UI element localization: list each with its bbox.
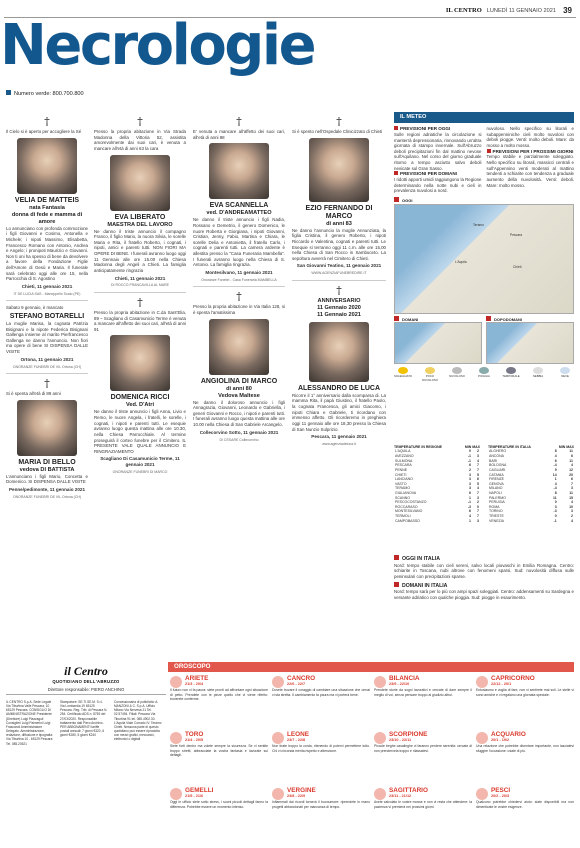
temperature-city: SULMONA [395, 458, 413, 463]
obit-name: EVA LIBERATO [114, 213, 166, 221]
temperature-city: SCANNO [395, 495, 410, 500]
temperature-max: 20 [569, 472, 573, 477]
zodiac-icon [170, 732, 182, 744]
cross-icon: † [44, 115, 50, 128]
obit-intro: ANNIVERSARIO [317, 297, 361, 304]
temperature-min: 14 [552, 472, 557, 477]
temperature-min: -1 [467, 454, 471, 459]
temperature-min: 6 [469, 509, 471, 514]
temperature-min: 0 [554, 514, 557, 518]
weather-map-dayafter [486, 322, 574, 364]
temperature-max: 3 [571, 486, 573, 491]
temperature-min: 0 [469, 449, 471, 454]
temperature-min: 4 [469, 514, 471, 518]
obit-name: ALESSANDRO DE LUCA [297, 384, 381, 392]
temperature-max: 11 [569, 490, 573, 495]
obit-column-3 [193, 114, 285, 444]
horoscope-sign [374, 788, 472, 809]
temperature-city: GENOVA [489, 481, 504, 486]
temperature-max: 5 [477, 472, 479, 477]
sign-text: Oggi in ufficio siete sotto stress, i suoni piccoli dettagli fanno la differenza. Potrebbe essere un momento intenso. [170, 800, 268, 809]
temperature-max: 4 [571, 500, 573, 505]
temperature-max: 10 [569, 504, 573, 509]
sign-name: GEMELLI [185, 787, 214, 794]
sign-name: SAGITTARIO [389, 787, 428, 794]
temperature-city: ROMA [489, 504, 500, 509]
obit-location: San Giovanni Teatino, 11 gennaio 2021 [296, 263, 382, 269]
obit-intro: Presso la propria abitazione in C.da Sant'Elia, 89 – Scagliano di Casamunicio Terme è venuta a mancare all'affetto dei suoi cari, all'età di anni 91 [94, 309, 186, 332]
obit-location: Ortona, 11 gennaio 2021 [20, 356, 74, 362]
temperature-city: MONTESILVANO [395, 509, 423, 514]
sign-text: Avete calcolato le vostre mosse e non vi resta che attendere: la pazienza vi premierà nei prossimi giorni. [374, 800, 472, 809]
temperature-min: 4 [554, 454, 557, 459]
temperature-max: 12 [569, 467, 573, 472]
sign-text: Qualcuno potrebbe chiedervi aiuto: siate disponibili ma non dimenticate le vostre esigenze. [476, 800, 574, 809]
obit-name: VELIA DE MATTEIS [14, 196, 80, 204]
obit-body: L'annunciano i figli Mario, Concetta e Domenico. SI DISPENSA DALLE VISITE [6, 473, 88, 485]
temperature-max: 2 [477, 449, 479, 454]
temperature-min: -1 [467, 458, 471, 463]
obit-funeral-home: www.agenziadeluca.it [322, 442, 356, 447]
obit-name: EVA SCANNELLA [209, 202, 269, 210]
obit-intro: Presso la propria abitazione in Via Italia 128, si è spenta l'amatissima [193, 304, 285, 315]
sign-text: Prendete storie da sogni lavorativi e cercate di dare sempre il meglio di voi, senza pensare troppo al giudizio altrui. [374, 688, 472, 697]
temperature-max: 2 [477, 500, 479, 505]
temperature-min: -1 [467, 500, 471, 505]
obit-intro: Presso la propria abitazione in Via Strada Madonna della Vittoria 52, assistita amorevolmente dai suoi cari, è venuta a mancare all'età di anni 63 la cara [94, 129, 186, 151]
colophon: il Centro QUOTIDIANO DELL'ABRUZZO Direttore responsabile: PIERO ANCHINO IL CENTRO S.p.A. Sede Legale Via Tiburtina Valle Pescara, 10 65129 Pescara. CONSIGLIO DI AMMINISTRAZIONE Presidente (Direttore) Luigi Piazzaguil Consiglieri Luigi Palmerini Luigi Frascaroli Amministratore Delegato. Amministrazione, redazione, diffusione e tipografia: Via Tiburtina 10 - 65129 Pescara Tel. 085.20521 Stampatore: SE.TI.SE.M. S.r.l. Via Lombardia 19 65125 Pescara. Reg. Trib. di Pescara N. 254. Certificato ADS n. 8759 del 27/03/2020. Responsabile trattamento dati Piero Anchino. PER ABBONAMENTI tariffe postali annuali: 7 giorni €320, 6 giorni €280, 5 giorni €240 Concessionaria di pubblicità: A. MANZONI & C. S.p.A. Ufficio Milano Via Nervesa 21 Tel. 02.57494. Filiali: Pescara Via Tiburtina 91 tel. 085.4902.30. L'Aquila Viale Corrado IV. Teramo Chieti. Nessuna parte di questo quotidiano può essere riprodotta con mezzi grafici, meccanici, elettronici o digitali [6, 662, 166, 840]
obit-photo [110, 335, 170, 391]
obit-location: Pescara, 11 gennaio 2021 [311, 434, 367, 440]
zodiac-icon [374, 676, 386, 688]
obit-photo [17, 138, 77, 194]
sign-dates: 20/2 - 20/3 [491, 794, 510, 799]
horoscope-sign [476, 732, 574, 753]
obit-funeral-home: IT DE LUCIA SAS - Manoppello Scalo (PE) [13, 291, 81, 296]
horoscope-sign [272, 788, 370, 809]
zodiac-icon [374, 732, 386, 744]
temperature-max: 7 [477, 514, 479, 518]
temperature-city: CAGLIARI [489, 467, 506, 472]
temperature-max: 15 [569, 495, 573, 500]
temperature-max: 5 [477, 481, 479, 486]
obit-funeral-home: ONORANZE FUNEBRI DE VIL Ortona (CH) [12, 364, 82, 369]
temperature-min: -4 [553, 486, 557, 491]
temperature-table-italy [488, 449, 574, 523]
temperature-min: 8 [554, 449, 557, 454]
obit-column-1 [6, 114, 88, 501]
temperature-city: PESCARA [395, 463, 412, 468]
sign-name: CANCRO [287, 675, 316, 682]
temperature-city: L'AQUILA [395, 449, 411, 454]
temperature-min: 9 [554, 467, 557, 472]
italy-forecast: OGGI IN ITALIA Nord: tempo stabile con cieli sereni, salvo locali piovaschi in Emilia Romagna. Centro: schiarite in Toscana, nubi altrove con fenomeni sparsi. Sud: nuvolosità diffusa sulle peninsulari con precipitazioni sparse. DOMANI IN ITALIA Nord: tempo sarà per lo più con ampi spazi soleggiati. Centro: addensamenti su Sardegna e versante adriatico con qualche pioggia. Sud: piogge in esaurimento. [394, 556, 574, 600]
temperature-min: 4 [554, 481, 557, 486]
obit-name: MARIA DI BELLO [18, 458, 76, 466]
temperature-city: GIULIANOVA [395, 490, 417, 495]
obit-name: ANGIOLINA DI MARCO [200, 377, 278, 385]
temperature-city: AVEZZANO [395, 454, 414, 459]
sign-name: SCORPIONE [389, 731, 428, 738]
temperature-max: 3 [477, 454, 479, 459]
temperature-min: 8 [554, 490, 557, 495]
obit-funeral-home: ONORANZE FUNEBRI DI MARCO [112, 470, 168, 475]
obit-intro: Il Cielo si è aperto per accogliere la Sé [6, 129, 82, 134]
sign-dates: 23/11 - 21/12 [389, 794, 412, 799]
temperature-max: 4 [477, 458, 479, 463]
sign-text: Una relazione che potrebbe diventare importante, non lasciatevi sfuggire l'occasione: osate di più. [476, 744, 574, 753]
obit-photo [309, 322, 369, 382]
temperature-table-region [394, 449, 480, 523]
weather-section [394, 112, 574, 442]
sign-text: Dovete trovare il coraggio di cambiare una situazione che ormai vi sta stretta. Il cambiamento fa paura ma vi porterà bene. [272, 688, 370, 697]
obit-photo [17, 400, 77, 456]
temperature-min: 3 [469, 481, 471, 486]
horoscope-header: OROSCOPO [168, 662, 574, 672]
sign-dates: 22/6 - 22/7 [287, 682, 306, 687]
temperature-max: 2 [571, 514, 573, 518]
cross-icon: † [336, 115, 342, 128]
obit-funeral-home: ONORANZE FUNEBRI DE VIL Ortona (CH) [12, 494, 82, 499]
obit-intro: Si è spento nell'Ospedale Clinicizzato di Chieti [292, 129, 383, 134]
temperature-city: VENEZIA [489, 518, 504, 523]
obit-body: Ne danno il triste annuncio i figli Nadia, Rossano e Demetrio, il genero Domenico, le nuore Roberta e Giorgiana, i nipoti Giovanni, Cristian, Jenny, Fabio, Martina e Chiara, le sorelle Delia e Antonietta, il fratello Carlo, i cognati e parenti tutti. La camera ardente è allestita presso la "Casa Funeraria Mambella". I funerali avranno luogo nella Chiesa di S. Antonio. La famiglia ringrazia. [193, 217, 285, 268]
temperature-city: PENNE [395, 467, 408, 472]
temperature-max: 6 [571, 477, 573, 482]
temperature-max: 3 [477, 518, 479, 523]
temperature-max: 11 [569, 458, 573, 463]
weather-text-left: PREVISIONI PER OGGI Sulle regioni adriatiche la circolazione si manterrà depressionaria, rinnovando un'altra giornata di stampo invernale. Sull'Abruzzo deboli precipitazioni fin dal mattino nevose sull'Aquilano. Nel corso del giorno graduale ritorno a tempo asciutto salvo deboli nevicate sul Gran Sasso. PREVISIONI PER DOMANI I ridotti apporti umidi raggiungono la Regione determinando nella notte nubi e cieli in prevalenza nuvolosi a nord. [394, 126, 482, 194]
temperature-city: ALGHERO [489, 449, 507, 454]
horoscope-sign [170, 732, 268, 758]
temperature-city: ROCCARASO [395, 504, 418, 509]
sign-text: Il futuro non vi fa paura: siete pronti ad affrontare ogni situazione di petto. Prendete con le pinze quello che vi viene riferito: troverete conferme. [170, 688, 268, 702]
sign-dates: 20/1 - 19/2 [491, 738, 510, 743]
obit-sub2: Vedova Maltese [218, 392, 260, 399]
sign-dates: 22/12 - 20/1 [491, 682, 512, 687]
temperature-max: 4 [477, 486, 479, 491]
temperature-city: BOLOGNA [489, 463, 507, 468]
obit-sub: Ved. D'Atri [125, 402, 155, 409]
obit-sub: nata Fantasia [29, 204, 65, 211]
sign-text: Siete forti dentro ma volete sempre la sicurezza. Se vi sentite troppo stretti, abbracciate la vostra fantasia e lavorate sui dettagli. [170, 744, 268, 758]
temperature-city: TERAMO [395, 486, 410, 491]
temperature-min: -4 [553, 463, 557, 468]
obit-intro: Sabato 9 gennaio, è mancato [6, 305, 64, 311]
sign-name: CAPRICORNO [491, 675, 535, 682]
temperature-city: MILANO [489, 486, 503, 491]
temperature-tables: TEMPERATURE IN REGIONE MIN MAX L'AQUILA 0 2 AVEZZANO -1 3 SULMONA -1 4 PESCARA 6 7 PENNE 2 7 CHIETI 3 5 LANCIANO 3 6 VASTO 3 5 TERAMO 3 4 GIULIANOVA 6 7 SCANNO 1 3 PESCOCOSTANZO -1 2 ROCCARASO -3 0 MONTESILVANO 6 7 TERMOLI 4 7 CAMPOBASSO 1 3 TEMPERATURE IN ITALIA MIN MAX ALGHERO 8 11 ANCONA 4 6 BARI 6 11 BOLOGNA -4 4 CAGLIARI 9 12 CATANIA 14 20 FIRENZE 1 6 GENOVA 4 7 MILANO -4 3 NAPOLI 8 11 PALERMO 11 15 PERUGIA 0 4 ROMA 3 10 TORINO -3 3 TRIESTE 0 2 VENEZIA -1 4 [394, 445, 574, 523]
temperature-row [488, 519, 574, 524]
obit-photo [309, 138, 369, 202]
green-number: Numero verde: 800.700.800 [6, 90, 84, 98]
cross-icon: † [236, 290, 242, 304]
obit-name: EZIO FERNANDO DI MARCO [305, 204, 373, 220]
temperature-min: 1 [554, 477, 557, 482]
sign-name: ACQUARIO [491, 731, 526, 738]
horoscope-sign [272, 676, 370, 697]
temperature-max: 7 [477, 490, 479, 495]
sign-dates: 21/5 - 21/6 [185, 794, 204, 799]
temperature-min: -3 [553, 509, 557, 514]
temperature-max: 3 [477, 495, 479, 500]
obit-funeral-home: DI ROCCO FRANCAVILLA AL MARE [111, 283, 169, 288]
temperature-city: PESCOCOSTANZO [395, 500, 427, 505]
map-label-domani: DOMANI [394, 316, 482, 322]
obit-sub: di anni 80 [226, 385, 252, 392]
obit-column-2 [94, 114, 186, 477]
temperature-max: 7 [477, 463, 479, 468]
obit-funeral-home: WWW.AGENZIAFUNEBREDIRE.IT [311, 271, 367, 276]
temperature-min: 1 [469, 518, 471, 523]
obit-sub: MAESTRA DEL LAVORO [107, 221, 173, 228]
temperature-city: BARI [489, 458, 498, 463]
temperature-max: 6 [571, 454, 573, 459]
zodiac-icon [374, 788, 386, 800]
zodiac-icon [170, 676, 182, 688]
temperature-min: 6 [469, 463, 471, 468]
temperature-max: 4 [571, 518, 573, 523]
obit-column-4 [292, 114, 386, 449]
sign-dates: 21/3 - 20/4 [185, 682, 204, 687]
temperature-min: 3 [554, 504, 557, 509]
temperature-city: CAMPOBASSO [395, 518, 420, 523]
obit-sub: ved. D'ANDREAMATTEO [206, 210, 272, 217]
temperature-city: PERUGIA [489, 500, 505, 505]
obit-location: Penne/pedimonte, 11 gennaio 2021 [8, 486, 86, 492]
temperature-city: TORINO [489, 509, 503, 514]
cross-icon: † [137, 295, 143, 309]
temperature-min: 3 [469, 472, 471, 477]
zodiac-icon [170, 788, 182, 800]
temperature-city: VASTO [395, 481, 407, 486]
temperature-city: ANCONA [489, 454, 504, 459]
obit-body: Ne danno il triste annuncio il compagno Franco, il figlio Mario, la nuora Silvia, le sorelle Maria e Rita, il fratello Roberto, i cognati, i nipoti, amici e parenti tutti. NON FIORI MA OPERE DI BENE. I funerali avranno luogo oggi 11 Gennaio alle ore 15.00 nella Chiesa Madonna degli Angeli a Chieti. La famiglia anticipatamente ringrazia [94, 228, 187, 273]
obit-name: STEFANO BOTARELLI [9, 312, 85, 320]
horoscope-sign [170, 788, 268, 809]
temperature-city: FIRENZE [489, 477, 504, 482]
obit-body: Ne danno il doloroso annuncio i figli Annagrazia, Giovanni, Leonardo e Gabriella, i generi Giovanni e Rocco, i nipoti e parenti tutti. I funerali avranno luogo questa mattina alle ore 10.00 nella Chiesa di San Gabriele Arcangelo. [193, 399, 285, 428]
sign-dates: 23/9 - 22/10 [389, 682, 410, 687]
sign-dates: 23/7 - 22/8 [287, 738, 306, 743]
cross-icon: † [137, 115, 143, 128]
obit-location: Chieti, 11 gennaio 2021 [114, 275, 166, 281]
obit-location: Chieti, 11 gennaio 2021 [21, 283, 73, 289]
obit-body: Ne danno il triste annuncio i figli Anna, Livio e Remo, le nuore Angela, i fratelli, le sorelle, i cognati, i nipoti e parenti tutti. Le esequie avranno luogo questa mattina alle ore 10.30, nella Chiesa Parrocchiale. Al termine proseguirà il corteo funebre per il Cimitero. IL PRESENTE VALE QUALE ANNUNCIO E RINGRAZIAMENTO [94, 409, 186, 454]
sign-name: PESCI [491, 787, 511, 794]
weather-header: IL METEO [394, 112, 574, 123]
horoscope-sign [476, 676, 574, 697]
cross-icon: † [236, 115, 242, 128]
obit-body: La moglie Marisa, la cognata Patrizia Bisignani e la nipote Federica Bisignani Gallenga insieme al marito Pierfrancesco Gallenga ne danno l'annuncio. Non fiori ma opere di bene SI DISPENSA DALLE VISITE [6, 320, 88, 355]
obit-body: Lo annunciano con profonda commozione i figli Giovanni e Cosimo, Antonella e Michele; i nipoti Massimo, Elisabetta, Francesco Romano con Antonio, Andrea e Angelo; i pronipoti Maurizio e Giovanni. Non ti oni ha spesso di bene da devolvere a favore della Fondazione Figlie dell'Amore di Gesù e Maria. Il funerale sarà celebrato oggi alle ore 15, nella Parrocchia di S. Agostino [6, 225, 88, 282]
obit-location: Montesilvano, 11 gennaio 2021 [205, 269, 273, 275]
obit-photo [209, 319, 269, 375]
temperature-min: 6 [469, 490, 471, 495]
temperature-max: 6 [477, 477, 479, 482]
sign-name: TORO [185, 731, 204, 738]
obit-sub: vedova DI BATTISTA [19, 466, 75, 473]
horoscope-sign [272, 732, 370, 753]
temperature-city: PALERMO [489, 495, 506, 500]
temperature-min: -1 [553, 518, 557, 523]
edition-info: IL CENTRO LUNEDÌ 11 GENNAIO 2021 [445, 7, 556, 14]
sign-dates: 21/4 - 20/5 [185, 738, 204, 743]
newspaper-logo: il Centro [64, 664, 108, 678]
obit-location: Collecorvino Sotto, 11 gennaio 2021 [199, 429, 279, 435]
map-label-dopodomani: DOPODOMANI [486, 316, 574, 322]
page-number: 39 [563, 6, 572, 15]
map-label-oggi: OGGI [394, 197, 574, 203]
weather-text-right: nuvoloso. Nello specifico su litorali e subappenniniche cieli molto nuvolosi con deboli piogge. Venti: molto deboli. Mare: da mosso a molto mosso. PREVISIONI PER I PROSSIMI GIORNI Tempo stabile e parzialmente soleggiato. Nello specifico su litorali, massicci centrali e sull'Appennino venti moderati al mattino tendenti a schiarite con tendenza a graduale aumento della nuvolosità. Venti: deboli. Mare: molto mosso. [486, 126, 574, 188]
temperature-min: 6 [554, 458, 557, 463]
zodiac-icon [272, 676, 284, 688]
temperature-city: NAPOLI [489, 490, 502, 495]
zodiac-icon [476, 788, 488, 800]
temperature-min: 3 [469, 477, 471, 482]
temperature-max: 7 [477, 467, 479, 472]
obit-photo [209, 143, 269, 199]
obit-photo [110, 155, 170, 211]
cross-icon: † [336, 283, 342, 297]
temperature-max: 4 [571, 463, 573, 468]
temperature-min: 0 [554, 500, 557, 505]
obit-body: Ne danno l'annuncio la moglie Annunziata, la figlia Cristina, il genero Roberto, i nipoti Riccardo e Valentina, cognati e parenti tutti. Le Esequie si terranno oggi 11 c.m. alle ore 15,00 nella Chiesa di San Rocco in Sambuceto. La sepoltura avverrà nel Cimitero di Chieti. [292, 227, 386, 261]
temperature-min: 11 [552, 495, 557, 500]
temperature-row [394, 519, 480, 524]
sign-text: Non tirate troppo la corda, ritenendo di potervi permettere tutto. Chi vi circonda merita rispetto e attenzione. [272, 744, 370, 753]
sign-text: Piccole beghe casalinghe vi faranno perdere serenità: cercate di non prendervela troppo e rilassatevi. [374, 744, 472, 753]
zodiac-icon [476, 732, 488, 744]
sign-text: Infiammati dai ricordi tornerà il buonumore: riprendete in mano progetti abbandonati per mancanza di tempo. [272, 800, 370, 809]
sign-name: LEONE [287, 731, 310, 738]
weather-map-tomorrow [394, 322, 482, 364]
sign-name: VERGINE [287, 787, 316, 794]
temperature-city: TRIESTE [489, 514, 504, 518]
horoscope-sign [374, 732, 472, 753]
obit-sub2: 11 Gennaio 2021 [317, 311, 361, 318]
obit-sub2: donna di fede e mamma di amore [11, 211, 83, 225]
zodiac-icon [272, 732, 284, 744]
zodiac-icon [476, 676, 488, 688]
obit-name: DOMENICA RICCI [110, 394, 170, 402]
obit-location: Scagliano Di Casamunicio Terme, 11 gennaio 2021 [100, 456, 180, 468]
obit-funeral-home: DI CESARE Collecorvino [219, 437, 259, 442]
obit-sub: di anni 83 [326, 220, 352, 227]
cross-icon: † [44, 376, 50, 390]
horoscope-sign [476, 788, 574, 809]
horoscope-section [168, 662, 574, 842]
obit-sub: 11 Gennaio 2020 [317, 304, 361, 311]
sign-dates: 23/10 - 22/11 [389, 738, 412, 743]
temperature-min: -3 [467, 504, 471, 509]
temperature-min: 1 [469, 495, 471, 500]
temperature-min: 2 [469, 467, 471, 472]
temperature-max: 11 [569, 449, 573, 454]
horoscope-sign [374, 676, 472, 697]
temperature-max: 7 [477, 509, 479, 514]
temperature-max: 0 [477, 504, 479, 509]
obit-intro: Si è spenta all'età di 89 anni [6, 390, 61, 396]
temperature-city: LANCIANO [395, 477, 413, 482]
sign-text: Entusiasmo e voglia di fare, non vi sentirete mai soli. Le stelle vi sono amiche e vi regalano una giornata speciale. [476, 688, 574, 697]
temperature-max: 7 [571, 481, 573, 486]
sign-name: BILANCIA [389, 675, 420, 682]
zodiac-icon [272, 788, 284, 800]
obit-intro: E' venuta a mancare all'affetto dei suoi cari, all'età di anni 88 [193, 129, 285, 140]
temperature-max: 3 [571, 509, 573, 514]
sign-name: ARIETE [185, 675, 209, 682]
obit-body: Ricorre il 1° anniversario dalla scomparsa di. La mamma Rita, il papà Giustino, il fratello Paolo, la cognata Francesca, gli amici Giacomo, i nipoti Chiara e Gabriele, ti ricordano con immenso affetto. Gli ricorderemo in preghiera oggi 11 gennaio alle ore 18,30 presso la Chiesa di San Nunzio Sulprizio. [292, 392, 386, 432]
temperature-city: CHIETI [395, 472, 407, 477]
horoscope-sign [170, 676, 268, 702]
sign-dates: 23/8 - 22/9 [287, 794, 306, 799]
obit-funeral-home: Onoranze Funebri - Casa Funeraria MAMBELLA [201, 277, 277, 282]
temperature-city: CATANIA [489, 472, 504, 477]
section-title: Necrologie [0, 13, 315, 78]
weather-legend: SOLEGGIATO POCO NUVOLOSO NUVOLOSO PIOGGIA TEMPORALE NEBBIA NEVE [394, 367, 574, 382]
weather-map-today: Pescara L'Aquila Chieti Teramo [394, 204, 574, 314]
temperature-city: TERMOLI [395, 514, 411, 518]
temperature-min: 3 [469, 486, 471, 491]
